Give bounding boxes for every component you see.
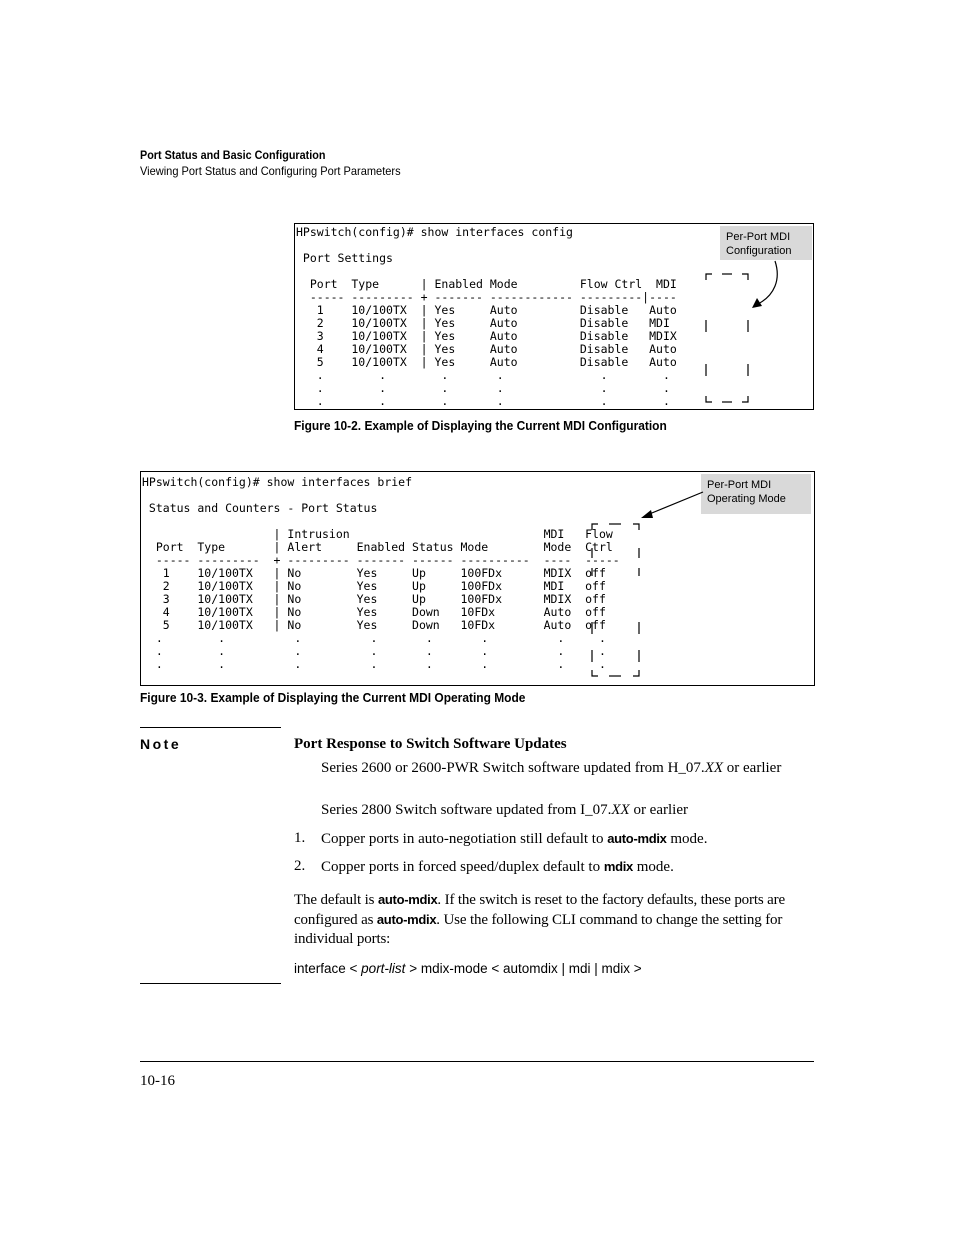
cli-line: . . . . . . . . <box>142 644 606 658</box>
callout-line: Configuration <box>726 245 792 257</box>
cli-line: HPswitch(config)# show interfaces brief <box>142 475 413 489</box>
cli-line: Port Type | Alert Enabled Status Mode Mode Ctrl <box>142 540 613 554</box>
section-subtitle: Viewing Port Status and Configuring Port Parameters <box>140 164 401 178</box>
cli-line: | Intrusion MDI Flow <box>142 527 613 541</box>
bracket-corner <box>742 274 748 280</box>
cli-line: . . . . . . <box>296 394 670 408</box>
cli-line: Port Type | Enabled Mode Flow Ctrl MDI <box>296 277 677 291</box>
note-paragraph-2: Series 2800 Switch software updated from I_07.XX or earlier <box>321 802 688 818</box>
cli-line: . . . . . . <box>296 381 670 395</box>
callout-line: Operating Mode <box>707 493 786 505</box>
figure-2-caption: Figure 10-3. Example of Displaying the Current MDI Operating Mode <box>140 690 526 705</box>
note-paragraph-1: Series 2600 or 2600-PWR Switch software updated from H_07.XX or earlier <box>321 760 782 776</box>
callout-arrow-line <box>647 492 703 515</box>
list-item-number: 2. <box>294 858 306 874</box>
bracket-corner <box>592 670 598 676</box>
page-number: 10-16 <box>140 1073 175 1089</box>
note-title: Port Response to Switch Software Updates <box>294 736 567 752</box>
callout-line: Per-Port MDI <box>726 231 791 243</box>
cli-line: 3 10/100TX | No Yes Up 100FDx MDIX off <box>142 592 606 606</box>
figure-1-annotation-overlay <box>295 224 813 409</box>
note-paragraph-3: The default is auto-mdix. If the switch is reset to the factory defaults, these ports are configured as auto-mdix. Use the following CLI command to change the setting for individual ports: <box>294 892 786 947</box>
bracket-corner <box>706 274 712 280</box>
cli-line: 2 10/100TX | Yes Auto Disable MDI <box>296 316 670 330</box>
keyword: mdix <box>603 859 633 874</box>
figure-1-screen <box>294 223 814 410</box>
bracket-corner <box>706 396 712 402</box>
bracket-corner <box>742 396 748 402</box>
figure-2-screen <box>140 471 815 686</box>
list-item-2: Copper ports in forced speed/duplex default to mdix mode. <box>321 859 674 875</box>
cli-line: Status and Counters - Port Status <box>142 501 378 515</box>
figure-2-annotation-overlay <box>141 472 814 685</box>
list-item-1: Copper ports in auto-negotiation still default to auto-mdix mode. <box>321 831 708 847</box>
cli-line: 4 10/100TX | Yes Auto Disable Auto <box>296 342 677 356</box>
note-top-rule <box>140 727 281 728</box>
cli-line: 1 10/100TX | No Yes Up 100FDx MDIX off <box>142 566 606 580</box>
cli-line: Port Settings <box>296 251 393 265</box>
cli-line: 2 10/100TX | No Yes Up 100FDx MDI off <box>142 579 606 593</box>
cli-line: . . . . . . <box>296 368 670 382</box>
callout-line: Per-Port MDI <box>707 479 772 491</box>
note-bottom-rule <box>140 983 281 984</box>
note-label: Note <box>140 736 182 752</box>
cli-line: 4 10/100TX | No Yes Down 10FDx Auto off <box>142 605 606 619</box>
keyword: auto-mdix <box>377 892 438 907</box>
cli-line: . . . . . . . . <box>142 657 606 671</box>
cli-line: . . . . . . . . <box>142 631 606 645</box>
cli-line: ----- --------- + --------- ------- ------ ---------- ---- ----- <box>142 553 620 567</box>
cli-command: interface < port-list > mdix-mode < automdix | mdi | mdix > <box>294 961 642 976</box>
section-title: Port Status and Basic Configuration <box>140 148 326 162</box>
keyword: auto-mdix <box>607 831 667 846</box>
footer-rule <box>140 1061 814 1062</box>
cli-line: 3 10/100TX | Yes Auto Disable MDIX <box>296 329 677 343</box>
callout-arrow-line <box>756 261 777 305</box>
figure-1-caption: Figure 10-2. Example of Displaying the Current MDI Configuration <box>294 418 667 433</box>
cli-line: 5 10/100TX | No Yes Down 10FDx Auto off <box>142 618 606 632</box>
bracket-corner <box>592 524 598 530</box>
bracket-corner <box>633 524 639 530</box>
list-item-number: 1. <box>294 830 306 846</box>
keyword: auto-mdix <box>376 912 437 927</box>
bracket-corner <box>633 670 639 676</box>
cli-line: 1 10/100TX | Yes Auto Disable Auto <box>296 303 677 317</box>
cli-line: ----- --------- + ------- ------------ ---------|---- <box>296 290 677 304</box>
cli-line: 5 10/100TX | Yes Auto Disable Auto <box>296 355 677 369</box>
callout-arrowhead <box>641 510 653 518</box>
cli-line: HPswitch(config)# show interfaces config <box>296 225 573 239</box>
